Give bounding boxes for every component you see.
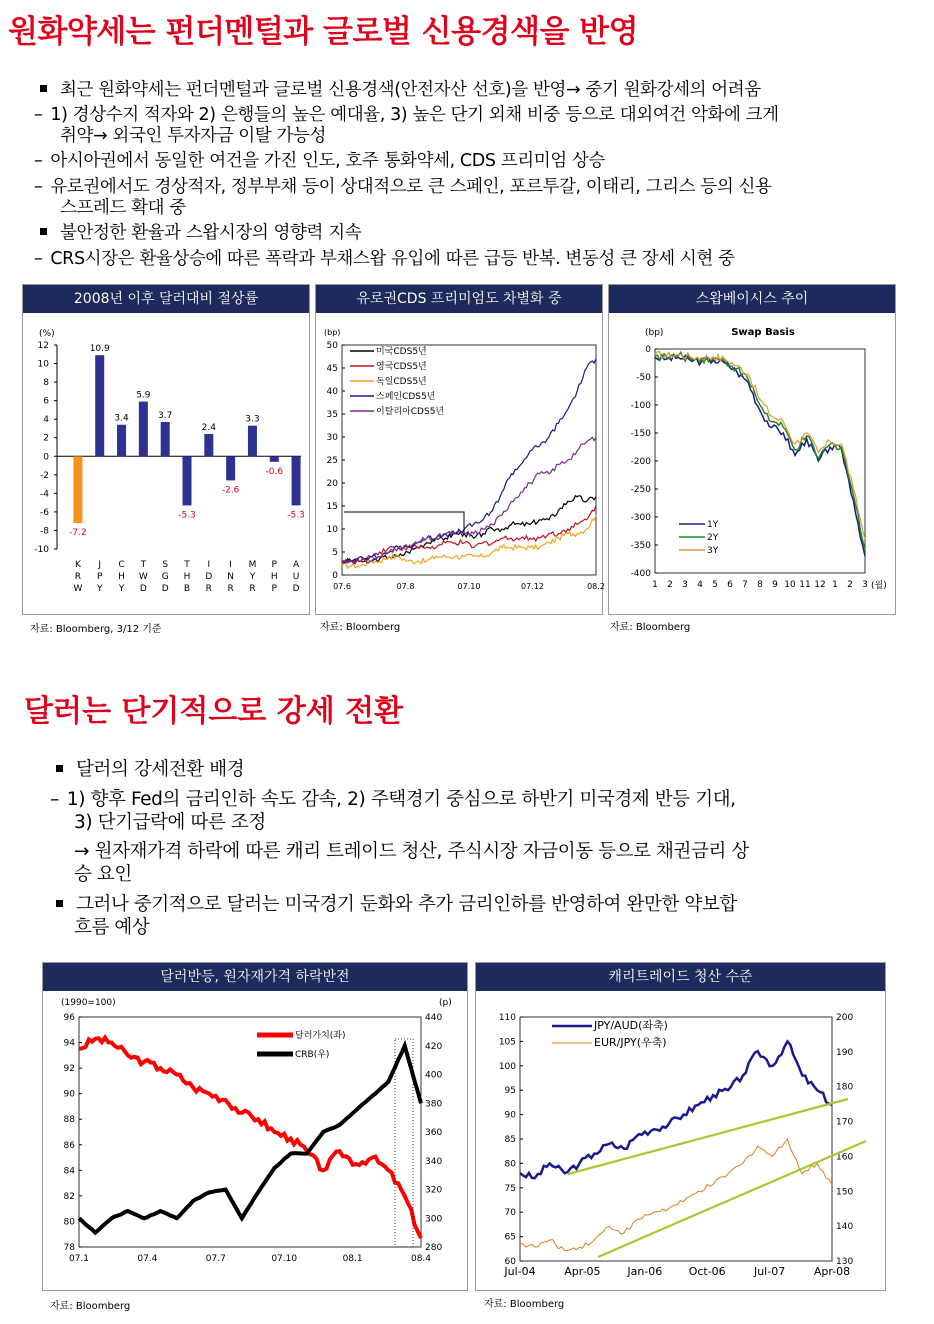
bullet-line — [34, 248, 735, 270]
x-tick-label: Y — [249, 572, 256, 582]
x-tick-label: 07.4 — [137, 1254, 158, 1264]
series-line — [342, 515, 596, 568]
source-note: 자료: Bloomberg — [610, 622, 691, 633]
x-tick-label: D — [292, 584, 300, 594]
bullet-text: 아시아권에서 동일한 여건을 가진 인도, 호주 통화약세, CDS 프리미엄 상승 — [50, 151, 605, 171]
data-label: 3.4 — [114, 413, 129, 424]
bar — [183, 456, 192, 505]
data-label: -7.2 — [69, 528, 87, 539]
source-note: 자료: Bloomberg — [320, 622, 401, 633]
bullet-text: 취약→ 외국인 투자자금 이탈 가능성 — [60, 126, 326, 146]
x-tick-label: Y — [96, 584, 103, 594]
y-tick-label: 40 — [326, 387, 338, 397]
bullet-line — [34, 104, 779, 126]
section-2-title: 달러는 단기적으로 강세 전환 — [24, 694, 404, 729]
y-tick-label: 0 — [43, 452, 49, 463]
x-tick-label: Apr-08 — [813, 1265, 851, 1278]
y-tick-label: 4 — [43, 415, 49, 426]
x-tick-label: 9 — [772, 580, 778, 590]
x-tick-label: K — [74, 560, 81, 570]
x-tick-label: P — [271, 584, 277, 594]
x-tick-label: 1 — [652, 580, 658, 590]
y-tick-label: -10 — [34, 545, 49, 555]
series-line — [655, 352, 865, 550]
square-bullet-icon — [40, 228, 47, 235]
x-tick-label: H — [183, 572, 191, 582]
series-line — [79, 1046, 421, 1233]
bullet-text: 최근 원화약세는 펀더멘털과 글로벌 신용경색(안전자산 선호)을 반영→ 중기 원화강세의 어려움 — [60, 80, 761, 100]
x-tick-label: Oct-06 — [688, 1265, 726, 1278]
y-right-tick-label: 420 — [425, 1041, 443, 1052]
y-right-tick-label: 320 — [425, 1185, 443, 1196]
y-tick-label: 10 — [326, 525, 338, 535]
legend-label: CRB(우) — [295, 1050, 330, 1060]
legend-label: 미국CDS5년 — [376, 347, 427, 357]
bullet-text: 흐름 예상 — [74, 917, 150, 938]
x-tick-label: 1 — [832, 580, 838, 590]
bullet-text: 달러의 강세전환 배경 — [76, 759, 245, 780]
panel-title: 유로권CDS 프리미엄도 차별화 중 — [316, 285, 602, 313]
dash-bullet-icon: – — [34, 105, 43, 125]
x-tick-label: 10 — [784, 580, 796, 590]
y-tick-label: 70 — [504, 1208, 516, 1219]
y-tick-label: 96 — [63, 1013, 75, 1023]
x-tick-label: R — [74, 572, 82, 582]
chart-title: Swap Basis — [731, 327, 795, 338]
x-tick-label: Jan-06 — [627, 1265, 663, 1278]
dash-bullet-icon: – — [34, 249, 43, 269]
y-tick-label: 8 — [43, 378, 49, 389]
x-tick-label: 08.4 — [410, 1254, 432, 1264]
square-bullet-icon — [56, 900, 63, 907]
series-line — [342, 437, 596, 564]
data-label: -5.3 — [178, 510, 196, 521]
fx-appreciation-panel — [22, 284, 310, 615]
y-tick-label: 25 — [326, 456, 338, 466]
x-tick-label: 7 — [742, 580, 748, 590]
x-tick-label: Jul-04 — [504, 1265, 536, 1278]
unit-label-left: (1990=100) — [61, 998, 116, 1008]
y-tick-label: 80 — [504, 1159, 516, 1170]
y-right-tick-label: 340 — [425, 1156, 443, 1167]
y-right-tick-label: 360 — [425, 1128, 443, 1138]
dash-bullet-icon: – — [34, 177, 43, 197]
bullet-text: 승 요인 — [74, 864, 132, 885]
y-right-tick-label: 300 — [425, 1214, 443, 1225]
reference-box — [344, 512, 464, 535]
series-line — [520, 1139, 832, 1251]
bullet-line — [60, 125, 326, 147]
y-tick-label: 84 — [63, 1166, 75, 1177]
legend-label: EUR/JPY(우축) — [594, 1036, 667, 1049]
y-tick-label: 60 — [504, 1257, 516, 1267]
bullet-text: 1) 향후 Fed의 금리인하 속도 감속, 2) 주택경기 중심으로 하반기 미국경제 반등 기대, — [66, 789, 736, 810]
x-tick-label: 12 — [814, 580, 826, 590]
x-tick-label: B — [183, 584, 191, 594]
bullet-line — [60, 197, 186, 219]
y-tick-label: 86 — [63, 1140, 75, 1151]
y-tick-label: -50 — [636, 373, 651, 383]
carry-trade-chart — [476, 991, 885, 1289]
y-tick-label: -250 — [630, 485, 651, 495]
arrow-icon: → — [74, 841, 95, 862]
dollar-crb-panel — [42, 962, 468, 1291]
x-tick-label: D — [205, 572, 213, 582]
y-tick-label: 90 — [504, 1110, 516, 1121]
y-tick-label: 35 — [326, 410, 338, 420]
bullet-line — [40, 79, 761, 101]
y-tick-label: 92 — [63, 1064, 75, 1075]
x-tick-label: Y — [118, 584, 125, 594]
x-tick-label: T — [140, 560, 147, 570]
y-tick-label: 82 — [63, 1191, 75, 1202]
bar — [139, 402, 148, 457]
bullet-line — [34, 150, 605, 172]
cds-panel — [315, 284, 603, 615]
bullet-text: CRS시장은 환율상승에 따른 폭락과 부채스왑 유입에 따른 급등 반복. 변동성 큰 장세 시현 중 — [50, 249, 735, 269]
data-label: 3.7 — [158, 410, 173, 421]
bar — [270, 456, 279, 462]
y-tick-label: -8 — [40, 526, 49, 537]
x-tick-label: R — [249, 584, 256, 594]
y-tick-label: 100 — [498, 1061, 516, 1072]
x-tick-label: J — [98, 560, 102, 570]
x-tick-label: 07.6 — [333, 582, 351, 591]
data-label: 10.9 — [89, 344, 110, 355]
y-tick-label: 6 — [43, 396, 49, 407]
source-note: 자료: Bloomberg, 3/12 기준 — [30, 624, 162, 635]
x-tick-label: R — [227, 584, 234, 594]
x-tick-label: 07.10 — [457, 582, 481, 591]
y-right-tick-label: 150 — [836, 1187, 854, 1198]
bullet-text: 원자재가격 하락에 따른 캐리 트레이드 청산, 주식시장 자금이동 등으로 채권금리 상 — [94, 841, 749, 862]
section-1-title: 원화약세는 펀더멘털과 글로벌 신용경색을 반영 — [8, 14, 639, 50]
x-tick-label: Apr-05 — [564, 1265, 601, 1278]
x-tick-label: C — [118, 560, 125, 570]
bullet-line — [56, 894, 737, 916]
y-tick-label: 90 — [63, 1089, 75, 1100]
y-tick-label: -4 — [40, 489, 49, 500]
legend-label: 2Y — [707, 533, 719, 543]
source-note: 자료: Bloomberg — [50, 1301, 131, 1312]
bar — [248, 426, 257, 457]
x-tick-label: P — [271, 560, 277, 570]
x-tick-label: W — [73, 584, 83, 594]
x-tick-label: 2 — [667, 580, 673, 590]
bar — [226, 456, 235, 480]
bar — [95, 355, 104, 456]
y-right-tick-label: 400 — [425, 1070, 443, 1081]
x-tick-label: Jul-07 — [753, 1265, 786, 1278]
y-tick-label: 0 — [645, 345, 651, 355]
x-tick-label: 07.12 — [521, 582, 544, 591]
y-tick-label: 85 — [504, 1135, 516, 1145]
unit-label: (bp) — [645, 328, 664, 338]
x-tick-label: I — [207, 560, 211, 570]
x-tick-label: T — [184, 560, 190, 570]
swap-basis-panel — [608, 284, 896, 615]
bullet-line — [56, 759, 244, 781]
x-tick-label: U — [292, 572, 300, 582]
y-tick-label: -100 — [630, 401, 651, 411]
data-label: 5.9 — [136, 390, 151, 401]
bar — [292, 456, 301, 505]
bar — [117, 425, 126, 457]
x-tick-label: 07.7 — [205, 1254, 226, 1264]
y-right-tick-label: 380 — [425, 1099, 443, 1110]
data-label: 3.3 — [245, 414, 260, 425]
bar — [73, 456, 82, 523]
plot-frame — [655, 349, 865, 573]
y-right-tick-label: 440 — [425, 1013, 443, 1023]
y-right-tick-label: 170 — [836, 1117, 854, 1128]
x-tick-label: W — [138, 572, 148, 582]
legend-label: 3Y — [707, 546, 719, 556]
bullet-text: 1) 경상수지 적자와 2) 은행들의 높은 예대율, 3) 높은 단기 외채 비중 등으로 대외여건 악화에 크게 — [50, 105, 779, 125]
series-line — [655, 354, 865, 556]
panel-title: 캐리트레이드 청산 수준 — [476, 963, 885, 991]
x-tick-label: 4 — [697, 580, 703, 590]
bullet-line — [74, 841, 749, 863]
y-tick-label: 88 — [63, 1115, 75, 1126]
y-tick-label: -6 — [40, 507, 49, 518]
trendline — [598, 1141, 866, 1257]
legend-label: 1Y — [707, 520, 719, 530]
y-right-tick-label: 130 — [836, 1257, 854, 1267]
y-tick-label: 45 — [326, 364, 338, 374]
series-line — [520, 1041, 832, 1178]
panel-title: 스왑베이시스 추이 — [609, 285, 895, 313]
x-tick-label: 07.10 — [271, 1254, 298, 1264]
bullet-text: 유로권에서도 경상적자, 정부부채 등이 상대적으로 큰 스페인, 포르투갈, 이태리, 그리스 등의 신용 — [50, 177, 772, 197]
dash-bullet-icon: – — [50, 789, 59, 810]
dollar-crb-chart — [43, 991, 467, 1289]
x-tick-label: D — [161, 584, 169, 594]
y-right-tick-label: 160 — [836, 1152, 854, 1163]
y-right-tick-label: 140 — [836, 1222, 854, 1233]
y-tick-label: 94 — [63, 1038, 75, 1049]
carry-trade-panel — [475, 962, 886, 1291]
x-tick-label: N — [227, 572, 235, 582]
bullet-text: 스프레드 확대 중 — [60, 198, 186, 218]
x-tick-label: R — [205, 584, 212, 594]
source-note: 자료: Bloomberg — [484, 1299, 565, 1310]
y-right-tick-label: 280 — [425, 1243, 443, 1253]
y-tick-label: 80 — [63, 1217, 75, 1228]
unit-label-right: (p) — [439, 998, 452, 1008]
y-tick-label: -200 — [630, 457, 651, 467]
x-tick-label: P — [97, 572, 103, 582]
y-tick-label: 50 — [326, 341, 338, 351]
y-tick-label: 10 — [37, 359, 49, 370]
data-label: 2.4 — [201, 423, 216, 434]
x-tick-label: 08.2 — [587, 582, 605, 591]
x-tick-label: H — [270, 572, 278, 582]
data-label: -2.6 — [221, 485, 240, 496]
y-tick-label: 78 — [63, 1243, 75, 1253]
y-right-tick-label: 180 — [836, 1082, 854, 1093]
legend-label: 이탈리아CDS5년 — [376, 407, 445, 417]
square-bullet-icon — [40, 85, 47, 92]
unit-label: (%) — [39, 329, 55, 339]
bullet-line — [40, 222, 361, 244]
y-tick-label: 15 — [326, 502, 338, 512]
y-tick-label: -150 — [630, 429, 651, 439]
bullet-line — [74, 812, 266, 834]
x-tick-label: D — [139, 584, 147, 594]
x-tick-label: 3 — [682, 580, 688, 590]
y-tick-label: 105 — [498, 1037, 516, 1048]
bullet-line — [50, 789, 736, 811]
legend-label: 독일CDS5년 — [376, 377, 427, 387]
y-tick-label: 110 — [498, 1013, 516, 1023]
data-label: -5.3 — [287, 510, 305, 521]
bullet-text: 3) 단기급락에 따른 조정 — [74, 812, 266, 833]
y-tick-label: 12 — [37, 341, 49, 351]
x-tick-label: 07.8 — [396, 582, 415, 591]
dash-bullet-icon: – — [34, 151, 43, 171]
cds-chart — [316, 313, 605, 613]
x-tick-label: 11 — [799, 580, 811, 590]
y-tick-label: 30 — [326, 433, 338, 443]
y-tick-label: 20 — [326, 479, 338, 489]
legend-label: JPY/AUD(좌축) — [594, 1019, 668, 1032]
y-tick-label: 95 — [504, 1086, 516, 1097]
bullet-line — [74, 917, 149, 939]
y-right-tick-label: 200 — [836, 1013, 854, 1023]
y-tick-label: 75 — [504, 1183, 516, 1194]
x-unit-label: (월) — [871, 581, 887, 591]
legend-label: 영국CDS5년 — [376, 362, 427, 372]
panel-title: 2008년 이후 달러대비 절상률 — [23, 285, 309, 313]
x-tick-label: M — [248, 560, 257, 570]
data-label: -0.6 — [265, 466, 284, 477]
fx-appreciation-chart — [23, 313, 309, 613]
x-tick-label: 5 — [712, 580, 718, 590]
bullet-line — [34, 176, 772, 198]
bullet-text: 불안정한 환율과 스왑시장의 영향력 지속 — [60, 223, 362, 243]
x-tick-label: 3 — [862, 580, 868, 590]
bullet-text: 그러나 중기적으로 달러는 미국경기 둔화와 추가 금리인하를 반영하여 완만한 약보합 — [76, 894, 737, 915]
x-tick-label: S — [162, 560, 169, 570]
y-tick-label: 5 — [332, 548, 338, 558]
bullet-line — [74, 864, 132, 886]
legend-label: 스페인CDS5년 — [376, 392, 436, 402]
legend-label: 달러가치(좌) — [295, 1031, 346, 1041]
x-tick-label: G — [161, 572, 169, 582]
bar — [204, 434, 213, 456]
swap-basis-chart — [609, 313, 895, 613]
y-tick-label: -300 — [630, 513, 651, 523]
y-tick-label: 2 — [43, 433, 49, 444]
x-tick-label: 08.1 — [342, 1254, 363, 1264]
bar — [161, 422, 170, 456]
x-tick-label: 8 — [757, 580, 763, 590]
unit-label: (bp) — [324, 328, 341, 337]
y-tick-label: 65 — [504, 1232, 516, 1243]
y-tick-label: -2 — [40, 470, 49, 481]
x-tick-label: 07.1 — [68, 1254, 90, 1264]
x-tick-label: 2 — [847, 580, 853, 590]
trendline — [568, 1099, 848, 1174]
y-tick-label: -400 — [630, 569, 651, 579]
panel-title: 달러반등, 원자재가격 하락반전 — [43, 963, 467, 991]
y-tick-label: 0 — [332, 571, 338, 581]
y-right-tick-label: 190 — [836, 1047, 854, 1058]
square-bullet-icon — [56, 765, 63, 772]
x-tick-label: H — [118, 572, 125, 582]
x-tick-label: A — [293, 560, 300, 570]
x-tick-label: I — [229, 560, 232, 570]
x-tick-label: 6 — [727, 580, 733, 590]
y-tick-label: -350 — [630, 541, 651, 551]
